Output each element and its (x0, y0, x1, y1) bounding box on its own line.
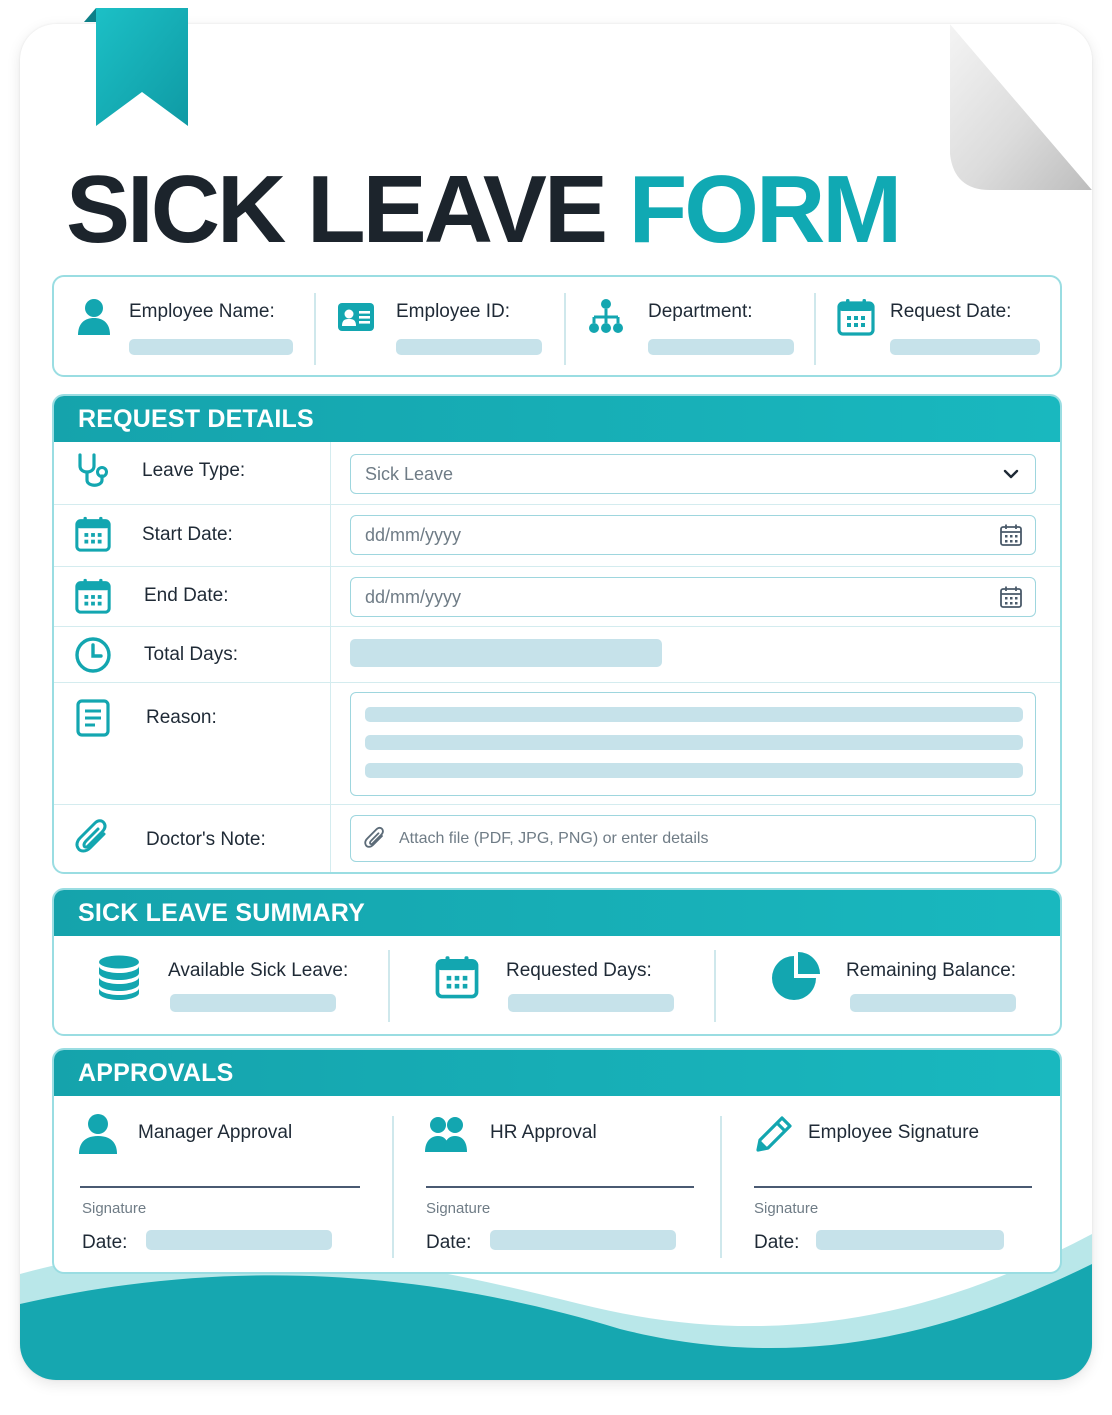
leave-type-select[interactable] (350, 454, 1036, 494)
request-details-heading: REQUEST DETAILS (54, 396, 1060, 442)
chevron-down-icon (999, 462, 1023, 486)
employee-name-cell[interactable] (54, 277, 314, 375)
reason-row (54, 682, 1060, 804)
total-days-row (54, 626, 1060, 682)
database-icon (96, 954, 142, 1000)
employee-date-label: Date: (754, 1232, 800, 1253)
manager-approval-label: Manager Approval (138, 1122, 293, 1143)
calendar-picker-icon[interactable] (999, 585, 1023, 609)
stethoscope-icon (74, 452, 112, 490)
summary-heading: SICK LEAVE SUMMARY (54, 890, 1060, 936)
manager-date-label: Date: (82, 1232, 128, 1253)
hr-signature-line[interactable] (426, 1186, 694, 1188)
employee-id-cell[interactable] (316, 277, 564, 375)
remaining-balance-cell (716, 936, 1060, 1036)
remaining-balance-field[interactable] (850, 994, 1016, 1012)
hr-signature-caption: Signature (426, 1200, 491, 1217)
reason-textarea[interactable] (350, 692, 1036, 796)
total-days-field[interactable] (350, 639, 662, 667)
request-date-label: Request Date: (890, 301, 1012, 322)
employee-signature-caption: Signature (754, 1200, 819, 1217)
title-accent: FORM (628, 156, 900, 263)
approvals-heading: APPROVALS (54, 1050, 1060, 1096)
manager-approval-cell (54, 1096, 390, 1274)
hr-approval-label: HR Approval (490, 1122, 597, 1143)
employee-info-card (52, 275, 1062, 377)
reason-label: Reason: (146, 707, 217, 728)
paperclip-icon (74, 819, 112, 857)
calendar-picker-icon[interactable] (999, 523, 1023, 547)
doctors-note-input[interactable] (350, 815, 1036, 862)
employee-id-label: Employee ID: (396, 301, 511, 322)
department-field[interactable] (648, 339, 794, 355)
department-label: Department: (648, 301, 753, 322)
reason-line (365, 707, 1023, 722)
org-chart-icon (586, 297, 626, 337)
hr-date-field[interactable] (490, 1230, 676, 1250)
start-date-row (54, 504, 1060, 566)
employee-name-field[interactable] (129, 339, 293, 355)
requested-days-cell (390, 936, 714, 1036)
hr-approval-cell (394, 1096, 720, 1274)
leave-type-label: Leave Type: (142, 460, 246, 481)
clock-icon (74, 636, 112, 674)
leave-type-row (54, 442, 1060, 504)
bookmark-ribbon (84, 8, 190, 128)
start-date-input[interactable] (350, 515, 1036, 555)
calendar-icon (434, 954, 480, 1000)
attach-icon[interactable] (363, 826, 387, 852)
pen-icon (752, 1112, 796, 1156)
calendar-icon (74, 577, 112, 615)
start-date-placeholder: dd/mm/yyyy (365, 525, 462, 545)
document-icon (74, 699, 112, 737)
id-card-icon (336, 297, 376, 337)
request-date-cell[interactable] (816, 277, 1062, 375)
available-sick-leave-label: Available Sick Leave: (168, 960, 349, 981)
form-title (66, 156, 900, 263)
title-main: SICK LEAVE (66, 156, 605, 263)
total-days-label: Total Days: (144, 644, 238, 665)
end-date-label: End Date: (144, 585, 229, 606)
request-details-panel (52, 394, 1062, 874)
pie-chart-icon (770, 950, 822, 1002)
user-icon (74, 297, 114, 337)
end-date-row (54, 566, 1060, 626)
summary-panel (52, 888, 1062, 1036)
requested-days-label: Requested Days: (506, 960, 652, 981)
employee-id-field[interactable] (396, 339, 542, 355)
approvals-panel (52, 1048, 1062, 1274)
available-sick-leave-field[interactable] (170, 994, 336, 1012)
hr-date-label: Date: (426, 1232, 472, 1253)
reason-line (365, 763, 1023, 778)
available-sick-leave-cell (54, 936, 388, 1036)
manager-signature-caption: Signature (82, 1200, 147, 1217)
manager-signature-line[interactable] (80, 1186, 360, 1188)
user-icon (76, 1112, 120, 1156)
request-date-field[interactable] (890, 339, 1040, 355)
end-date-input[interactable] (350, 577, 1036, 617)
employee-signature-cell (722, 1096, 1062, 1274)
department-cell[interactable] (566, 277, 814, 375)
doctors-note-label: Doctor's Note: (146, 829, 266, 850)
end-date-placeholder: dd/mm/yyyy (365, 587, 462, 607)
remaining-balance-label: Remaining Balance: (846, 960, 1017, 981)
page-curl (950, 24, 1092, 190)
users-icon (424, 1112, 468, 1156)
leave-type-value: Sick Leave (365, 464, 454, 484)
employee-signature-label: Employee Signature (808, 1122, 980, 1143)
requested-days-field[interactable] (508, 994, 674, 1012)
doctors-note-placeholder: Attach file (PDF, JPG, PNG) or enter details (399, 830, 709, 847)
calendar-icon (836, 297, 876, 337)
manager-date-field[interactable] (146, 1230, 332, 1250)
reason-line (365, 735, 1023, 750)
employee-signature-line[interactable] (754, 1186, 1032, 1188)
employee-name-label: Employee Name: (129, 301, 275, 322)
doctors-note-row (54, 804, 1060, 874)
calendar-icon (74, 515, 112, 553)
employee-date-field[interactable] (816, 1230, 1004, 1250)
start-date-label: Start Date: (142, 524, 233, 545)
